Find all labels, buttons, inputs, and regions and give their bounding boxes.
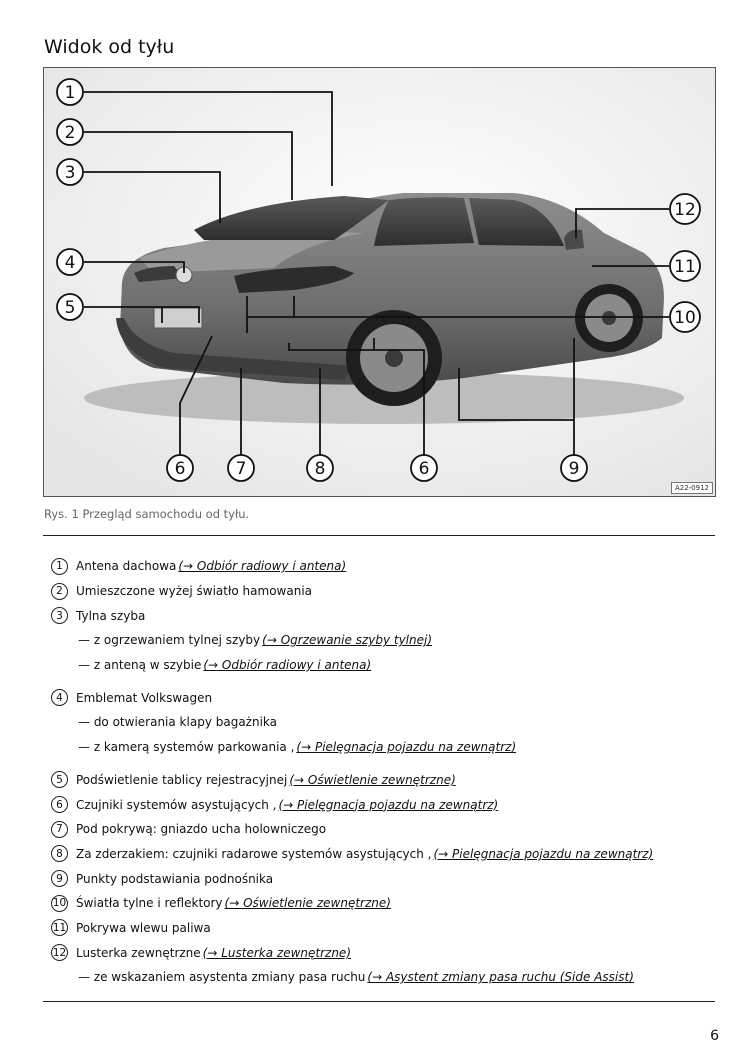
item-text: Podświetlenie tablicy rejestracyjnej bbox=[76, 772, 288, 787]
svg-text:6: 6 bbox=[418, 459, 430, 479]
list-item bbox=[51, 891, 711, 916]
list-item bbox=[51, 916, 711, 941]
item-number: 1 bbox=[51, 558, 68, 575]
legend-list bbox=[51, 554, 711, 990]
cross-reference-link[interactable]: (→ Pielęgnacja pojazdu na zewnątrz) bbox=[278, 797, 499, 812]
item-number: 2 bbox=[51, 583, 68, 600]
svg-text:4: 4 bbox=[64, 253, 76, 273]
subitem-text: — z kamerą systemów parkowania , bbox=[78, 740, 295, 755]
figure-code: A22-0912 bbox=[671, 482, 713, 494]
list-item bbox=[51, 817, 711, 842]
subitem-text: — z ogrzewaniem tylnej szyby bbox=[78, 633, 261, 648]
svg-text:5: 5 bbox=[64, 298, 76, 318]
item-number: 5 bbox=[51, 771, 68, 788]
item-text: Tylna szyba bbox=[76, 608, 146, 623]
cross-reference-link[interactable]: (→ Odbiór radiowy i antena) bbox=[178, 559, 347, 574]
svg-text:9: 9 bbox=[568, 459, 580, 479]
callout-5 bbox=[57, 294, 83, 320]
list-subitem bbox=[51, 735, 711, 760]
cross-reference-link[interactable]: (→ Lusterka zewnętrzne) bbox=[202, 945, 351, 960]
item-number: 9 bbox=[51, 870, 68, 887]
page-title: Widok od tyłu bbox=[44, 36, 175, 58]
svg-text:10: 10 bbox=[674, 308, 696, 328]
svg-text:6: 6 bbox=[174, 459, 186, 479]
list-subitem bbox=[51, 965, 711, 990]
top-divider bbox=[43, 535, 715, 536]
item-number: 12 bbox=[51, 944, 68, 961]
cross-reference-link[interactable]: (→ Asystent zmiany pasa ruchu (Side Assist) bbox=[367, 970, 634, 985]
item-number: 7 bbox=[51, 821, 68, 838]
item-text: Pod pokrywą: gniazdo ucha holowniczego bbox=[76, 822, 327, 837]
callout-6-right bbox=[411, 455, 437, 481]
callout-7 bbox=[228, 455, 254, 481]
list-subitem bbox=[51, 653, 711, 678]
callout-6-left bbox=[167, 455, 193, 481]
subitem-text: — do otwierania klapy bagażnika bbox=[78, 715, 278, 730]
item-text: Umieszczone wyżej światło hamowania bbox=[76, 584, 313, 599]
bottom-divider bbox=[43, 1001, 715, 1002]
item-number: 4 bbox=[51, 689, 68, 706]
svg-text:1: 1 bbox=[64, 83, 76, 103]
svg-text:2: 2 bbox=[64, 123, 76, 143]
item-number: 3 bbox=[51, 607, 68, 624]
list-subitem bbox=[51, 628, 711, 653]
item-text: Za zderzakiem: czujniki radarowe systemów asystujących , bbox=[76, 846, 432, 861]
svg-text:8: 8 bbox=[314, 459, 326, 479]
car-rear-view-figure bbox=[43, 67, 716, 497]
svg-text:3: 3 bbox=[64, 163, 76, 183]
page-number: 6 bbox=[710, 1028, 719, 1044]
callout-2 bbox=[57, 119, 83, 145]
item-text: Światła tylne i reflektory bbox=[76, 896, 223, 911]
item-text: Czujniki systemów asystujących , bbox=[76, 797, 277, 812]
svg-text:7: 7 bbox=[235, 459, 247, 479]
callout-3 bbox=[57, 159, 83, 185]
callout-4 bbox=[57, 249, 83, 275]
callout-8 bbox=[307, 455, 333, 481]
list-item bbox=[51, 768, 711, 793]
list-item bbox=[51, 554, 711, 579]
callout-10 bbox=[670, 302, 700, 332]
subitem-text: — z anteną w szybie bbox=[78, 658, 202, 673]
list-item bbox=[51, 579, 711, 604]
cross-reference-link[interactable]: (→ Pielęgnacja pojazdu na zewnątrz) bbox=[433, 846, 654, 861]
list-item bbox=[51, 842, 711, 867]
cross-reference-link[interactable]: (→ Oświetlenie zewnętrzne) bbox=[224, 896, 391, 911]
cross-reference-link[interactable]: (→ Oświetlenie zewnętrzne) bbox=[289, 772, 456, 787]
item-number: 10 bbox=[51, 895, 68, 912]
list-subitem bbox=[51, 710, 711, 735]
item-text: Lusterka zewnętrzne bbox=[76, 945, 201, 960]
cross-reference-link[interactable]: (→ Ogrzewanie szyby tylnej) bbox=[262, 633, 433, 648]
item-number: 8 bbox=[51, 845, 68, 862]
callout-12 bbox=[670, 194, 700, 224]
figure-caption: Rys. 1 Przegląd samochodu od tyłu. bbox=[44, 507, 250, 521]
item-number: 11 bbox=[51, 919, 68, 936]
list-item bbox=[51, 866, 711, 891]
callout-9 bbox=[561, 455, 587, 481]
cross-reference-link[interactable]: (→ Pielęgnacja pojazdu na zewnątrz) bbox=[296, 740, 517, 755]
cross-reference-link[interactable]: (→ Odbiór radiowy i antena) bbox=[203, 658, 372, 673]
list-item bbox=[51, 603, 711, 628]
item-text: Antena dachowa bbox=[76, 559, 177, 574]
subitem-text: — ze wskazaniem asystenta zmiany pasa ruchu bbox=[78, 970, 366, 985]
item-text: Emblemat Volkswagen bbox=[76, 690, 213, 705]
svg-text:12: 12 bbox=[674, 200, 696, 220]
list-item bbox=[51, 685, 711, 710]
item-text: Punkty podstawiania podnośnika bbox=[76, 871, 274, 886]
callout-1 bbox=[57, 79, 83, 105]
item-text: Pokrywa wlewu paliwa bbox=[76, 920, 211, 935]
list-item bbox=[51, 792, 711, 817]
callout-11 bbox=[670, 251, 700, 281]
item-number: 6 bbox=[51, 796, 68, 813]
svg-text:11: 11 bbox=[674, 257, 696, 277]
list-item bbox=[51, 940, 711, 965]
